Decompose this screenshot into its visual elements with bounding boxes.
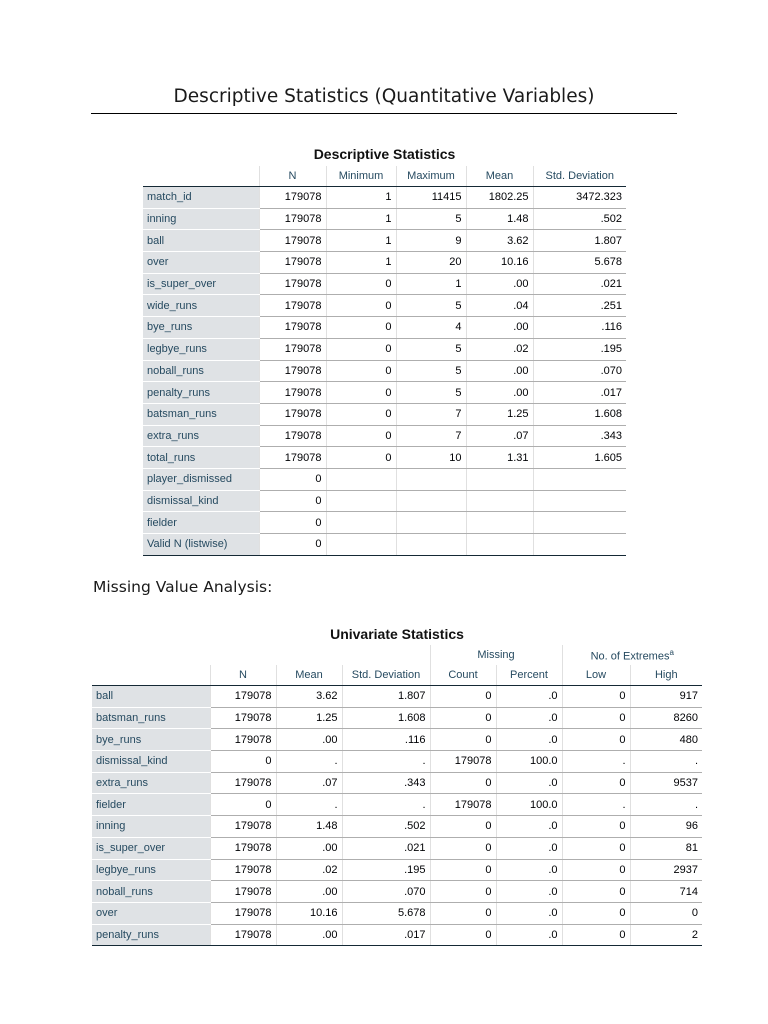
row-label: batsman_runs <box>92 707 210 729</box>
table-cell <box>533 468 626 490</box>
row-label: penalty_runs <box>143 382 259 404</box>
table-cell: 1.31 <box>466 447 533 469</box>
table-cell: 0 <box>326 295 396 317</box>
table-cell: . <box>342 794 430 816</box>
table-cell: 179078 <box>210 707 276 729</box>
table-cell: 100.0 <box>496 794 562 816</box>
row-label: legbye_runs <box>143 338 259 360</box>
table-cell: .0 <box>496 859 562 881</box>
table-cell: 7 <box>396 403 466 425</box>
table-cell: 3472.323 <box>533 187 626 209</box>
table-cell <box>396 512 466 534</box>
row-label: legbye_runs <box>92 859 210 881</box>
table-cell: 714 <box>630 881 702 903</box>
table-cell: .02 <box>466 338 533 360</box>
table-cell: 5 <box>396 208 466 230</box>
table-cell: 179078 <box>259 338 326 360</box>
row-label: noball_runs <box>143 360 259 382</box>
table-cell: 0 <box>562 729 630 751</box>
table-cell: .07 <box>276 772 342 794</box>
table-cell: .07 <box>466 425 533 447</box>
table-cell: .00 <box>466 382 533 404</box>
descriptive-row <box>143 317 626 339</box>
table-cell: 1.608 <box>533 403 626 425</box>
table-cell: .00 <box>466 317 533 339</box>
column-header: N <box>210 665 276 686</box>
table-cell: 179078 <box>210 902 276 924</box>
table-cell: 8260 <box>630 707 702 729</box>
column-header: Maximum <box>396 166 466 187</box>
table-cell: 0 <box>430 772 496 794</box>
table-cell: 4 <box>396 317 466 339</box>
table-cell: 1 <box>326 208 396 230</box>
row-label: over <box>92 902 210 924</box>
table-cell: 0 <box>430 816 496 838</box>
row-label: bye_runs <box>92 729 210 751</box>
table-cell: 179078 <box>210 859 276 881</box>
corner-cell <box>92 645 210 665</box>
table-cell: .0 <box>496 837 562 859</box>
table-cell: .251 <box>533 295 626 317</box>
table-cell: .04 <box>466 295 533 317</box>
table-cell: 5 <box>396 382 466 404</box>
table-cell <box>396 490 466 512</box>
table-cell: 179078 <box>259 252 326 274</box>
table-cell: 3.62 <box>466 230 533 252</box>
column-header: Std. Deviation <box>342 665 430 686</box>
row-label: penalty_runs <box>92 924 210 946</box>
table-cell: 0 <box>562 924 630 946</box>
row-label: dismissal_kind <box>143 490 259 512</box>
table-cell: 179078 <box>259 447 326 469</box>
table-cell: 179078 <box>259 317 326 339</box>
table-cell <box>533 534 626 556</box>
table-cell: 0 <box>562 816 630 838</box>
table-cell: 0 <box>430 686 496 708</box>
univariate-row <box>92 751 702 773</box>
corner-cell <box>92 665 210 686</box>
row-label: dismissal_kind <box>92 751 210 773</box>
table-cell <box>326 490 396 512</box>
table-cell: 179078 <box>259 208 326 230</box>
row-label: match_id <box>143 187 259 209</box>
table-cell: 9537 <box>630 772 702 794</box>
table-cell: 96 <box>630 816 702 838</box>
table-cell: 10.16 <box>276 902 342 924</box>
column-header: Mean <box>276 665 342 686</box>
table-cell: . <box>276 751 342 773</box>
table-cell: .0 <box>496 881 562 903</box>
table-cell: 179078 <box>259 403 326 425</box>
table-cell: 5.678 <box>342 902 430 924</box>
column-header: Count <box>430 665 496 686</box>
table-cell: 1 <box>326 252 396 274</box>
table-cell: 0 <box>430 707 496 729</box>
table-cell: 179078 <box>210 837 276 859</box>
table-cell <box>466 468 533 490</box>
table-cell: . <box>630 751 702 773</box>
table-cell: 1802.25 <box>466 187 533 209</box>
header-spacer <box>210 645 276 665</box>
descriptive-row <box>143 468 626 490</box>
row-label: is_super_over <box>92 837 210 859</box>
descriptive-row <box>143 490 626 512</box>
row-label: inning <box>92 816 210 838</box>
table-cell: 179078 <box>259 382 326 404</box>
table-cell: 1.807 <box>533 230 626 252</box>
table-cell: . <box>562 794 630 816</box>
table-cell: .195 <box>533 338 626 360</box>
univariate-row <box>92 924 702 946</box>
table-cell: 0 <box>326 360 396 382</box>
table-cell: 5.678 <box>533 252 626 274</box>
table-cell: 5 <box>396 360 466 382</box>
table-cell: 179078 <box>210 772 276 794</box>
table-cell: 7 <box>396 425 466 447</box>
table-cell: 81 <box>630 837 702 859</box>
table-cell: 2937 <box>630 859 702 881</box>
table-cell: .017 <box>533 382 626 404</box>
univariate-row <box>92 881 702 903</box>
table-cell <box>396 534 466 556</box>
row-label: bye_runs <box>143 317 259 339</box>
table-cell: 179078 <box>259 273 326 295</box>
table-cell: 0 <box>326 317 396 339</box>
descriptive-row <box>143 230 626 252</box>
table-cell: 0 <box>259 534 326 556</box>
row-label: is_super_over <box>143 273 259 295</box>
table-cell: 179078 <box>430 794 496 816</box>
table-cell: .070 <box>533 360 626 382</box>
table-cell: 0 <box>326 273 396 295</box>
univariate-row <box>92 816 702 838</box>
table-cell: 1.48 <box>276 816 342 838</box>
table-cell: .343 <box>533 425 626 447</box>
table-cell <box>466 490 533 512</box>
table-cell: .00 <box>466 273 533 295</box>
row-label: Valid N (listwise) <box>143 534 259 556</box>
table-cell: 0 <box>430 729 496 751</box>
corner-cell <box>143 166 259 187</box>
column-header: High <box>630 665 702 686</box>
univariate-table-title: Univariate Statistics <box>330 626 464 642</box>
row-label: noball_runs <box>92 881 210 903</box>
table-cell: 11415 <box>396 187 466 209</box>
table-cell: 5 <box>396 295 466 317</box>
column-header: Std. Deviation <box>533 166 626 187</box>
descriptive-row <box>143 425 626 447</box>
row-label: fielder <box>143 512 259 534</box>
table-cell: 0 <box>562 772 630 794</box>
univariate-row <box>92 772 702 794</box>
table-cell: 179078 <box>210 729 276 751</box>
table-cell: .00 <box>276 729 342 751</box>
table-cell <box>326 512 396 534</box>
table-cell: 0 <box>430 924 496 946</box>
univariate-row <box>92 794 702 816</box>
univariate-row <box>92 729 702 751</box>
extremes-group-label: No. of Extremes <box>590 650 670 663</box>
table-cell: .195 <box>342 859 430 881</box>
table-cell: 0 <box>210 794 276 816</box>
table-cell: 0 <box>630 902 702 924</box>
row-label: batsman_runs <box>143 403 259 425</box>
table-cell: 10.16 <box>466 252 533 274</box>
table-cell: . <box>562 751 630 773</box>
section-heading: Missing Value Analysis: <box>93 578 273 596</box>
univariate-row <box>92 707 702 729</box>
table-cell <box>466 534 533 556</box>
table-cell: 480 <box>630 729 702 751</box>
table-cell: 9 <box>396 230 466 252</box>
table-cell: 1.807 <box>342 686 430 708</box>
table-cell: 0 <box>562 837 630 859</box>
descriptive-row <box>143 403 626 425</box>
table-cell: .070 <box>342 881 430 903</box>
table-cell: 0 <box>562 859 630 881</box>
row-label: ball <box>143 230 259 252</box>
table-cell: .0 <box>496 924 562 946</box>
table-cell: 0 <box>430 837 496 859</box>
descriptive-row <box>143 512 626 534</box>
column-header: Minimum <box>326 166 396 187</box>
table-cell: 1.25 <box>276 707 342 729</box>
univariate-row <box>92 837 702 859</box>
descriptive-table-title: Descriptive Statistics <box>313 146 456 162</box>
table-cell: 5 <box>396 338 466 360</box>
column-header: Low <box>562 665 630 686</box>
table-cell: 1 <box>326 187 396 209</box>
row-label: inning <box>143 208 259 230</box>
footnote-marker: a <box>669 647 674 657</box>
table-cell <box>396 468 466 490</box>
table-cell <box>533 512 626 534</box>
table-cell: .0 <box>496 772 562 794</box>
table-cell: .0 <box>496 686 562 708</box>
descriptive-row <box>143 295 626 317</box>
table-cell: .00 <box>466 360 533 382</box>
table-cell: .502 <box>533 208 626 230</box>
table-cell: 1.25 <box>466 403 533 425</box>
table-cell: 179078 <box>259 230 326 252</box>
table-cell: 1 <box>326 230 396 252</box>
table-cell: 2 <box>630 924 702 946</box>
table-cell: .116 <box>533 317 626 339</box>
table-cell: 179078 <box>430 751 496 773</box>
table-cell: 0 <box>259 490 326 512</box>
column-header: Percent <box>496 665 562 686</box>
table-cell: 179078 <box>259 295 326 317</box>
table-cell: 0 <box>326 447 396 469</box>
table-cell: .00 <box>276 881 342 903</box>
table-cell: 179078 <box>259 360 326 382</box>
descriptive-row <box>143 208 626 230</box>
descriptive-row <box>143 360 626 382</box>
row-label: extra_runs <box>92 772 210 794</box>
table-cell: 917 <box>630 686 702 708</box>
table-cell: 3.62 <box>276 686 342 708</box>
table-cell: 179078 <box>210 686 276 708</box>
univariate-row <box>92 902 702 924</box>
table-cell: 0 <box>326 338 396 360</box>
row-label: total_runs <box>143 447 259 469</box>
univariate-statistics-table <box>92 645 702 946</box>
table-cell: 0 <box>326 403 396 425</box>
row-label: over <box>143 252 259 274</box>
table-cell: 179078 <box>210 816 276 838</box>
row-label: wide_runs <box>143 295 259 317</box>
row-label: player_dismissed <box>143 468 259 490</box>
table-cell: 1.605 <box>533 447 626 469</box>
table-cell: 1 <box>396 273 466 295</box>
table-cell: 1.48 <box>466 208 533 230</box>
descriptive-row <box>143 338 626 360</box>
table-cell <box>466 512 533 534</box>
table-cell: 179078 <box>259 425 326 447</box>
table-cell: .0 <box>496 902 562 924</box>
extremes-group-header <box>562 645 702 665</box>
descriptive-row <box>143 273 626 295</box>
table-cell: .017 <box>342 924 430 946</box>
table-cell: .021 <box>342 837 430 859</box>
table-cell: 10 <box>396 447 466 469</box>
row-label: ball <box>92 686 210 708</box>
table-cell: .0 <box>496 707 562 729</box>
table-cell: . <box>630 794 702 816</box>
table-cell <box>326 534 396 556</box>
column-header: Mean <box>466 166 533 187</box>
table-cell: 20 <box>396 252 466 274</box>
missing-group-header: Missing <box>430 645 562 665</box>
descriptive-row <box>143 534 626 556</box>
table-cell: .0 <box>496 729 562 751</box>
table-cell: 0 <box>259 468 326 490</box>
table-cell <box>326 468 396 490</box>
table-cell: .116 <box>342 729 430 751</box>
table-cell: 0 <box>430 902 496 924</box>
table-cell: 0 <box>210 751 276 773</box>
table-cell: . <box>276 794 342 816</box>
page-title: Descriptive Statistics (Quantitative Variables) <box>173 86 595 107</box>
table-cell: 179078 <box>210 924 276 946</box>
table-cell: 0 <box>562 881 630 903</box>
table-cell: .343 <box>342 772 430 794</box>
table-cell: .021 <box>533 273 626 295</box>
table-cell: 179078 <box>259 187 326 209</box>
table-cell: 0 <box>430 859 496 881</box>
table-cell <box>533 490 626 512</box>
row-label: fielder <box>92 794 210 816</box>
row-label: extra_runs <box>143 425 259 447</box>
header-spacer <box>276 645 342 665</box>
descriptive-row <box>143 447 626 469</box>
table-cell: 1.608 <box>342 707 430 729</box>
table-cell: .00 <box>276 837 342 859</box>
table-cell: 0 <box>326 382 396 404</box>
table-cell: 0 <box>430 881 496 903</box>
table-cell: 179078 <box>210 881 276 903</box>
table-cell: 0 <box>326 425 396 447</box>
table-cell: .0 <box>496 816 562 838</box>
descriptive-row <box>143 252 626 274</box>
descriptive-statistics-table <box>143 166 626 556</box>
title-underline <box>91 113 677 114</box>
univariate-row <box>92 686 702 708</box>
descriptive-row <box>143 382 626 404</box>
table-cell: . <box>342 751 430 773</box>
descriptive-row <box>143 187 626 209</box>
table-cell: 0 <box>562 902 630 924</box>
table-cell: 0 <box>259 512 326 534</box>
table-cell: 0 <box>562 707 630 729</box>
table-cell: .00 <box>276 924 342 946</box>
table-cell: .02 <box>276 859 342 881</box>
table-cell: 0 <box>562 686 630 708</box>
table-cell: .502 <box>342 816 430 838</box>
table-cell: 100.0 <box>496 751 562 773</box>
header-spacer <box>342 645 430 665</box>
univariate-row <box>92 859 702 881</box>
column-header: N <box>259 166 326 187</box>
